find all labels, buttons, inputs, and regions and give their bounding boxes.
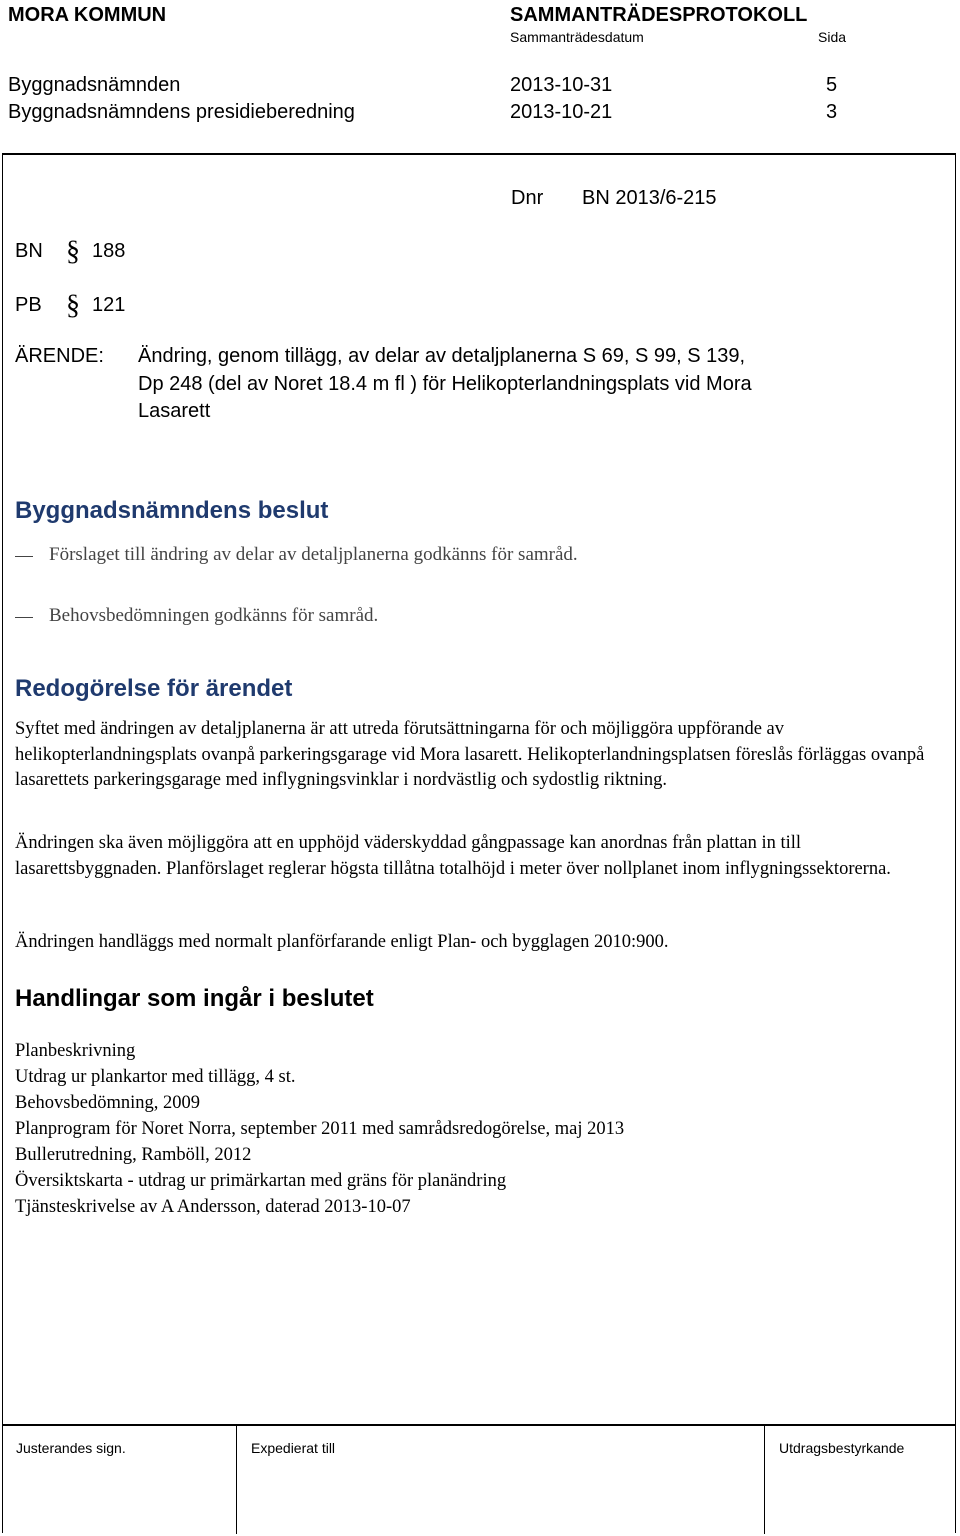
document-title: SAMMANTRÄDESPROTOKOLL	[510, 4, 808, 26]
dash-bullet	[15, 617, 33, 618]
list-item: Utdrag ur plankartor med tillägg, 4 st.	[15, 1067, 296, 1087]
list-item: Planbeskrivning	[15, 1041, 136, 1061]
list-item: Behovsbedömning, 2009	[15, 1093, 200, 1113]
utdragsbestyrkande-label: Utdragsbestyrkande	[779, 1440, 905, 1456]
page-number: 3	[826, 101, 838, 123]
organization-name: MORA KOMMUN	[8, 4, 167, 26]
dnr-value: BN 2013/6-215	[582, 187, 717, 209]
paragraph-org: BN	[15, 240, 43, 262]
redogorelse-heading: Redogörelse för ärendet	[15, 675, 293, 702]
arende-line: Ändring, genom tillägg, av delar av detaljplanerna S 69, S 99, S 139,	[138, 345, 746, 367]
beslut-item: Förslaget till ändring av delar av detaljplanerna godkänns för samråd.	[49, 544, 578, 565]
handlingar-heading: Handlingar som ingår i beslutet	[15, 985, 374, 1012]
footer-divider	[2, 1424, 956, 1426]
justerandes-sign-label: Justerandes sign.	[16, 1440, 126, 1456]
list-item: Översiktskarta - utdrag ur primärkartan med gräns för planändring	[15, 1171, 507, 1191]
meeting-body: Byggnadsnämnden	[8, 74, 181, 96]
meeting-date: 2013-10-21	[510, 101, 613, 123]
page-number: 5	[826, 74, 838, 96]
expedierat-till-label: Expedierat till	[251, 1440, 336, 1456]
section-symbol: §	[66, 290, 80, 321]
date-column-label: Sammanträdesdatum	[510, 29, 644, 45]
list-item: Tjänsteskrivelse av A Andersson, daterad 2013-10-07	[15, 1197, 411, 1217]
section-symbol: §	[66, 236, 80, 267]
list-item: Planprogram för Noret Norra, september 2011 med samrådsredogörelse, maj 2013	[15, 1119, 625, 1139]
footer-column-divider	[236, 1424, 237, 1534]
paragraph-org: PB	[15, 294, 42, 316]
arende-line: Lasarett	[138, 400, 211, 422]
arende-line: Dp 248 (del av Noret 18.4 m fl ) för Helikopterlandningsplats vid Mora	[138, 373, 752, 395]
footer-column-divider	[764, 1424, 765, 1534]
list-item: Bullerutredning, Ramböll, 2012	[15, 1145, 252, 1165]
redogorelse-paragraph: Ändringen ska även möjliggöra att en upphöjd väderskyddad gångpassage kan anordnas från plattan in till lasarettsbyggnaden. Planförslaget reglerar högsta tillåtna totalhöjd i meter över nollplanet inom inflygningssektorerna.	[15, 833, 891, 879]
page-column-label: Sida	[818, 29, 847, 45]
paragraph-number: 121	[92, 294, 126, 316]
arende-label: ÄRENDE:	[15, 345, 104, 367]
handlingar-list	[15, 1038, 624, 1220]
beslut-heading: Byggnadsnämndens beslut	[15, 497, 329, 524]
paragraph-number: 188	[92, 240, 126, 262]
meeting-date: 2013-10-31	[510, 74, 613, 96]
redogorelse-paragraph: Ändringen handläggs med normalt planförfarande enligt Plan- och bygglagen 2010:900.	[15, 932, 669, 952]
redogorelse-paragraph: Syftet med ändringen av detaljplanerna är att utreda förutsättningarna för och möjliggöra uppförande av helikopterlandningsplats ovanpå parkeringsgarage vid Mora lasarett. Helikopterlandningsplatsen föreslås förläggas ovanpå lasarettets parkeringsgarage med inflygningsvinklar i nordvästlig och sydostlig riktning.	[15, 719, 925, 790]
beslut-item: Behovsbedömningen godkänns för samråd.	[49, 605, 379, 626]
dnr-label: Dnr	[511, 187, 544, 209]
meeting-body: Byggnadsnämndens presidieberedning	[8, 101, 355, 123]
dash-bullet	[15, 556, 33, 557]
